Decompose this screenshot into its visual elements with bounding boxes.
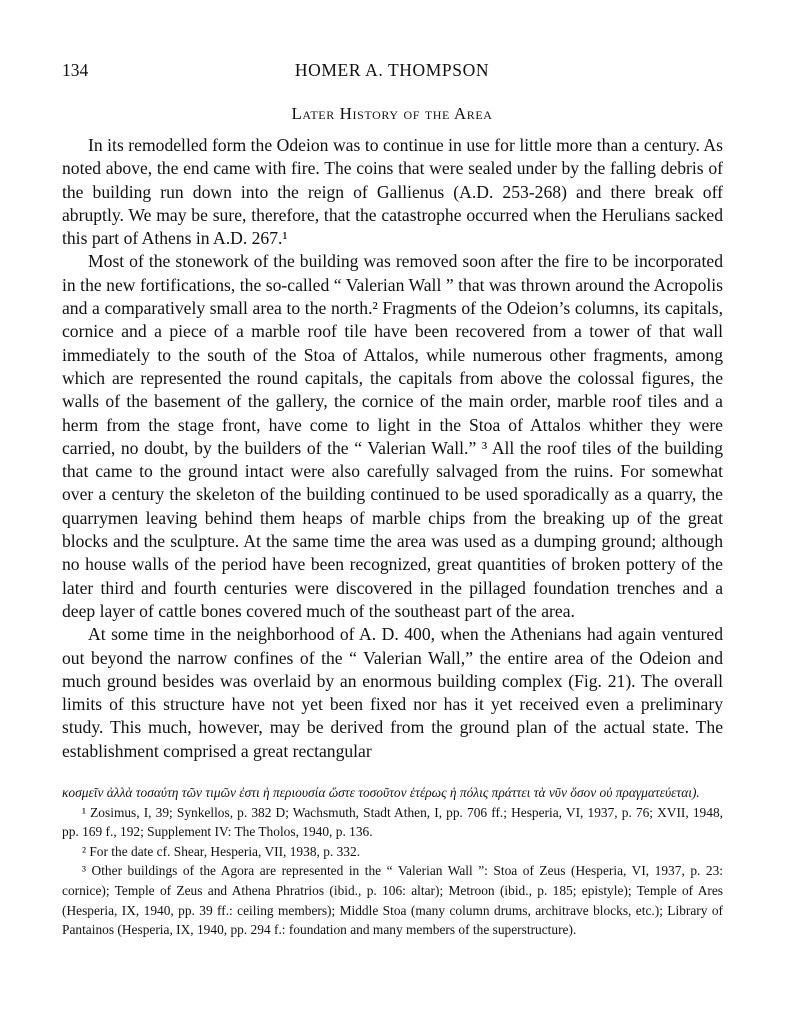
- body-text: [62, 134, 723, 763]
- footnote-3: ³ Other buildings of the Agora are represented in the “ Valerian Wall ”: Stoa of Zeus (Hesperia, VI, 1937, p. 23: cornice); Temple of Zeus and Athena Phratrios (ibid., p. 106: altar); Metroon (ibid., p. 185; epistyle); Temple of Ares (Hesperia, IX, 1940, pp. 39 ff.: ceiling members); Middle Stoa (many column drums, architrave blocks, etc.); Library of Pantainos (Hesperia, IX, 1940, pp. 294 f.: foundation and many members of the superstructure).: [62, 863, 723, 938]
- paragraph: At some time in the neighborhood of A. D. 400, when the Athenians had again ventured out beyond the narrow confines of the “ Valerian Wall,” the entire area of the Odeion and much ground besides was overlaid by an enormous building complex (Fig. 21). The overall limits of this structure have not yet been fixed nor has it yet received even a preliminary study. This much, however, may be derived from the ground plan of the actual state. The establishment comprised a great rectangular: [62, 624, 723, 761]
- footnote-1: ¹ Zosimus, I, 39; Synkellos, p. 382 D; Wachsmuth, Stadt Athen, I, pp. 706 ff.; Hesperia, VI, 1937, p. 76; XVII, 1948, pp. 169 f., 192; Supplement IV: The Tholos, 1940, p. 136.: [62, 804, 723, 840]
- footnotes: [62, 783, 723, 940]
- page-header: [62, 60, 722, 88]
- footnote-2: ² For the date cf. Shear, Hesperia, VII, 1938, p. 332.: [82, 843, 361, 859]
- running-head: HOMER A. THOMPSON: [294, 60, 490, 80]
- section-title: Later History of the Area: [291, 104, 493, 123]
- paragraph: In its remodelled form the Odeion was to continue in use for little more than a century. As noted above, the end came with fire. The coins that were sealed under by the falling debris of the building run down into the reign of Gallienus (A.D. 253-268) and there break off abruptly. We may be sure, therefore, that the catastrophe occurred when the Herulians sacked this part of Athens in A.D. 267.¹: [62, 135, 723, 249]
- paragraph: Most of the stonework of the building was removed soon after the fire to be incorporated in the new fortifications, the so-called “ Valerian Wall ” that was thrown around the Acropolis and a comparatively small area to the north.² Fragments of the Odeion’s columns, its capitals, cornice and a piece of a marble roof tile have been recovered from a tower of that wall immediately to the south of the Stoa of Attalos, while numerous other fragments, among which are represented the round capitals, the capitals from above the colossal figures, the walls of the basement of the gallery, the cornice of the main order, marble roof tiles and a herm from the stage front, have come to light in the Stoa of Attalos whither they were carried, no doubt, by the builders of the “ Valerian Wall.” ³ All the roof tiles of the building that came to the ground intact were also carefully salvaged from the ruins. For somewhat over a century the skeleton of the building continued to be used sporadically as a quarry, the quarrymen leaving behind them heaps of marble chips from the breaking up of the great blocks and the sculpture. At the same time the area was used as a dumping ground; although no house walls of the period have been recognized, great quantities of broken pottery of the later third and fourth centuries were discovered in the pillaged foundation trenches and a deep layer of cattle bones covered much of the southeast part of the area.: [62, 251, 723, 621]
- page-number: 134: [62, 60, 89, 80]
- footnote-continuation: κοσμεῖν ἀλλὰ τοσαύτη τῶν τιμῶν ἐστι ἡ περιουσία ὥστε τοσοῦτον ἑτέρως ἡ πόλις πράττει τὰ νῦν ὅσον οὐ πραγματεύεται).: [62, 785, 700, 800]
